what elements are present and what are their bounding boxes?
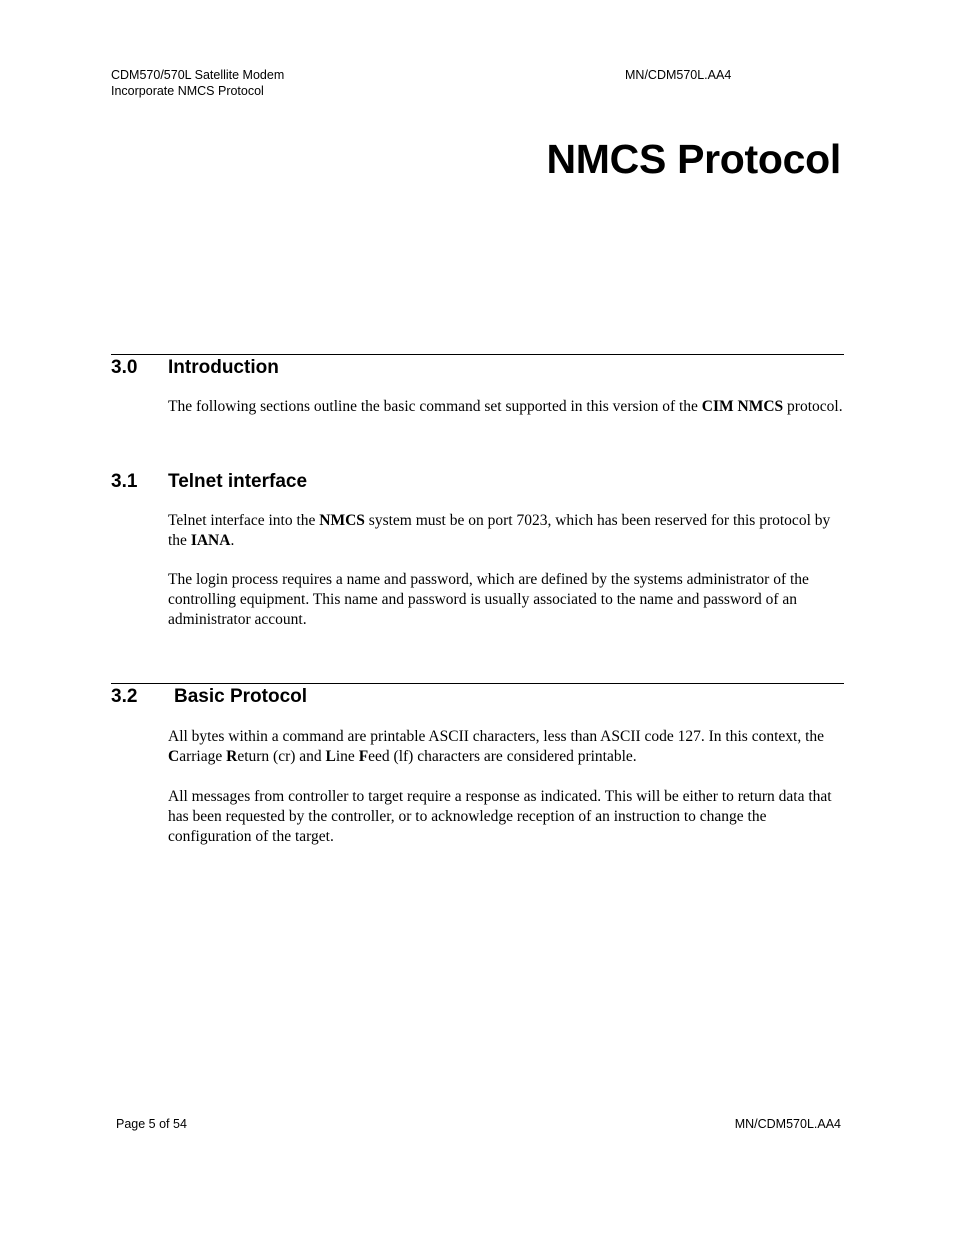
text-run: ine <box>335 748 359 765</box>
text-run: eed (lf) characters are considered printable. <box>368 748 637 765</box>
section-heading: Introduction <box>168 357 279 378</box>
text-run: arriage <box>179 748 227 765</box>
text-run: system must be on port 7023, which has been reserved for this protocol by the <box>168 512 831 549</box>
section-heading: Basic Protocol <box>174 686 308 707</box>
bold-letter: L <box>325 748 336 765</box>
header-left <box>111 67 284 99</box>
text-run: Telnet interface into the <box>168 512 320 529</box>
bold-term: NMCS <box>319 512 365 529</box>
header-product: CDM570/570L Satellite Modem <box>111 68 285 82</box>
bold-term: IANA <box>190 532 231 549</box>
bold-letter: C <box>168 748 180 765</box>
text-run: The following sections outline the basic command set supported in this version of the <box>168 398 702 415</box>
text-run: eturn (cr) and <box>237 748 326 765</box>
paragraph <box>168 727 848 767</box>
paragraph <box>168 397 848 417</box>
bold-letter: R <box>226 748 238 765</box>
section-number: 3.0 <box>111 357 138 378</box>
bold-term: CIM NMCS <box>701 398 784 415</box>
page-number: Page 5 of 54 <box>116 1117 187 1131</box>
section-divider <box>111 683 844 684</box>
section-number: 3.1 <box>111 471 138 492</box>
paragraph: The login process requires a name and password, which are defined by the systems administrator of the controlling equipment. This name and password is usually associated to the name and password of an administrator account. <box>168 571 809 628</box>
paragraph <box>168 511 848 551</box>
header-subtitle: Incorporate NMCS Protocol <box>111 84 264 98</box>
section-divider <box>111 354 844 355</box>
text-run: . <box>230 532 235 549</box>
bold-letter: F <box>358 748 369 765</box>
page-title: NMCS Protocol <box>546 136 841 182</box>
section-number: 3.2 <box>111 686 138 707</box>
text-run: All bytes within a command are printable ASCII characters, less than ASCII code 127. In this context, the <box>168 728 825 745</box>
header-docnum: MN/CDM570L.AA4 <box>625 68 732 82</box>
text-run: protocol. <box>783 398 843 415</box>
section-heading: Telnet interface <box>168 471 308 492</box>
footer-docnum: MN/CDM570L.AA4 <box>734 1117 841 1131</box>
paragraph: All messages from controller to target require a response as indicated. This will be either to return data that has been requested by the controller, or to acknowledge reception of an instruction to change the configuration of the target. <box>168 788 832 845</box>
